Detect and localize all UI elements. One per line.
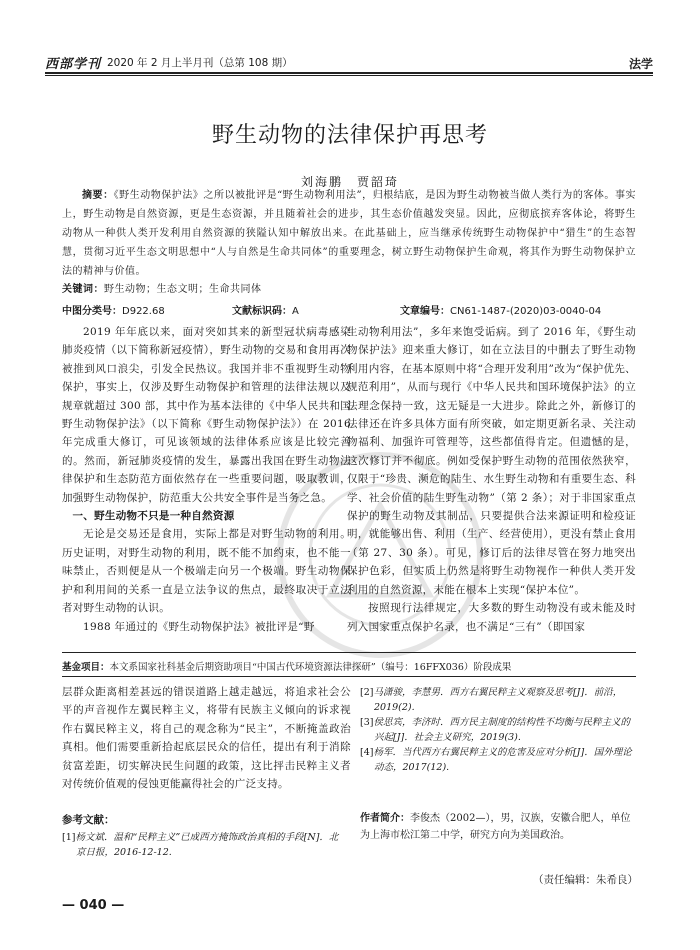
page-number: — 040 — [62,898,125,913]
reference-item: [4]杨军．当代西方右翼民粹主义的危害及应对分析[J]．国外理论动态，2017(12). [360,747,632,773]
body-column-left [62,323,351,636]
article-number-label: 文章编号： [400,306,450,317]
body-paragraph: 无论是交易还是食用，实际上都是对野生动物的利用。历史证明，对野生动物的利用，既不能不加约束，也不能一味禁止，否则便是从一个极端走向另一个极端。野生动物保护和利用间的关系一直是立法争议的焦点，最终取决于立法者对野生动物的认识。 [62,528,351,615]
section-heading: 一、野生动物不只是一种自然资源 [72,510,235,523]
references-title: 参考文献： [62,814,115,826]
footnote-rule [62,652,636,653]
clc-value: D922.68 [122,306,165,317]
keywords-text: 野生动物；生态文明；生命共同体 [104,284,262,295]
keywords-label: 关键词： [62,284,104,295]
abstract-label: 摘要： [82,190,114,201]
journal-logo: 西部学刊 [45,57,102,72]
doc-code-value: A [292,306,299,317]
section-divider [62,676,636,677]
article-number-value: CN61-1487-(2020)03-0040-04 [450,306,602,317]
author-bio [360,810,638,844]
issue-info: 2020 年 2 月上半月刊（总第 108 期） [107,57,293,69]
abstract-text: 《野生动物保护法》之所以被批评是“野生动物利用法”，归根结底，是因为野生动物被当做人类行为的客体。事实上，野生动物是自然资源，更是生态资源，并且随着社会的进步，其生态价值越发突显。因此，应彻底摈弃客体论，将野生动物从一种供人类开发利用自然资源的狭隘认知中解放出来。在此基础上，应当继承传统野生动物保护中“猎生”的生态智慧，贯彻习近平生态文明思想中“人与自然是生命共同体”的重要理念，树立野生动物保护生命观，将其作为野生动物保护立法的精神与价值。 [62,190,636,277]
clc-label: 中图分类号： [62,306,122,317]
abstract [62,186,636,281]
header-rule-thin [45,75,653,76]
funding-text: 本文系国家社科基金后期资助项目“中国古代环境资源法律探研”（编号：16FFX036）阶段成果 [109,662,512,673]
reference-item: [1]杨文斌．温和“民粹主义”已成西方掩饰政治真相的手段[N]．北京日报，2016-12-12. [62,832,339,858]
section-label: 法学 [628,57,653,71]
article-authors: 刘海鹏 贾韶琦 [300,175,399,189]
running-header [45,50,653,70]
prev-article-text [62,683,351,793]
doc-code [232,302,299,317]
body-paragraph: 生动物利用法”，多年来饱受诟病。到了 2016 年，《野生动物保护法》迎来重大修订，如在立法目的中删去了野生动物利用内容，在基本原则中将“合理开发利用”改为“保护优先、规范利用”，从而与现行《中华人民共和国环境保护法》的立法理念保持一致，这无疑是一大进步。除此之外，新修订的法律还在许多具体方面有所突破，如定期更新名录、关注动物福利、加强许可管理等，这些都值得肯定。但遗憾的是，这次修订并不彻底。例如受保护野生动物的范围依然狭窄，仅限于“珍贵、濒危的陆生、水生野生动物和有重要生态、科学、社会价值的陆生野生动物”（第 2 条）；对于非国家重点保护的野生动物及其制品，只要提供合法来源证明和检疫证明，就能够出售、利用（生产、经营使用），更没有禁止食用（第 27、30 条）。可见，修订后的法律尽管在努力地突出保护色彩，但实质上仍然是将野生动物视作一种供人类开发利用的自然资源，未能在根本上实现“保护本位”。 [347,326,636,596]
references-left [62,830,342,860]
header-rule [45,72,653,74]
body-paragraph: 2019 年年底以来，面对突如其来的新型冠状病毒感染肺炎疫情（以下简称新冠疫情），野生动物的交易和食用再次被推到风口浪尖，引发全民热议。我国并非不重视野生动物保护，事实上，仅涉及野生动物保护和管理的法律法规以及规章就超过 300 部，其中作为基本法律的《中华人民共和国野生动物保护法》（以下简称《野生动物保护法》）在 2016 年完成重大修订，可见该领域的法律体系应该是比较完善的。然而，新冠肺炎疫情的发生，暴露出我国在野生动物法律保护和生态防范方面依然存在一些重要问题，吸取教训，加强野生动物保护，防范重大公共安全事件是当务之急。 [62,326,351,504]
keywords [62,280,636,295]
reference-item: [2]马潇骏，李慧男．西方右翼民粹主义观察及思考[J]．前沿，2019(2). [360,687,623,713]
funding-note [62,659,636,673]
author-bio-text: 李俊杰（2002—），男，汉族，安徽合肥人，单位为上海市松江第二中学，研究方向为美国政治。 [360,813,631,841]
body-paragraph: 按照现行法律规定，大多数的野生动物没有或未能及时列入国家重点保护名录，也不满足“三有”（即国家 [347,602,636,633]
doc-code-label: 文献标识码： [232,306,292,317]
references-right [360,685,638,775]
article-title: 野生动物的法律保护再思考 [211,123,488,148]
article-number [400,302,601,317]
reference-item: [3]侯思宾，李济时．西方民主制度的结构性不均衡与民粹主义的兴起[J]．社会主义研究，2019(3). [360,717,630,743]
responsible-editor: （责任编辑：朱希良） [533,874,638,886]
funding-label: 基金项目： [62,662,110,673]
body-paragraph: 1988 年通过的《野生动物保护法》被批评是“野 [83,620,315,633]
body-column-right [347,323,636,636]
clc-code [62,302,165,317]
author-bio-label: 作者简介： [360,813,410,824]
body-paragraph: 层群众距离相差甚远的错误道路上越走越远，将追求社会公平的声音视作左翼民粹主义，将带有民族主义倾向的诉求视作右翼民粹主义，将自己的观念称为“民主”，不断掩盖政治真相。他们需要重新拾起底层民众的信任，提出有利于消除贫富差距，切实解决民生问题的政策，这比抨击民粹主义者对传统价值观的侵蚀更能赢得社会的广泛支持。 [62,686,351,791]
